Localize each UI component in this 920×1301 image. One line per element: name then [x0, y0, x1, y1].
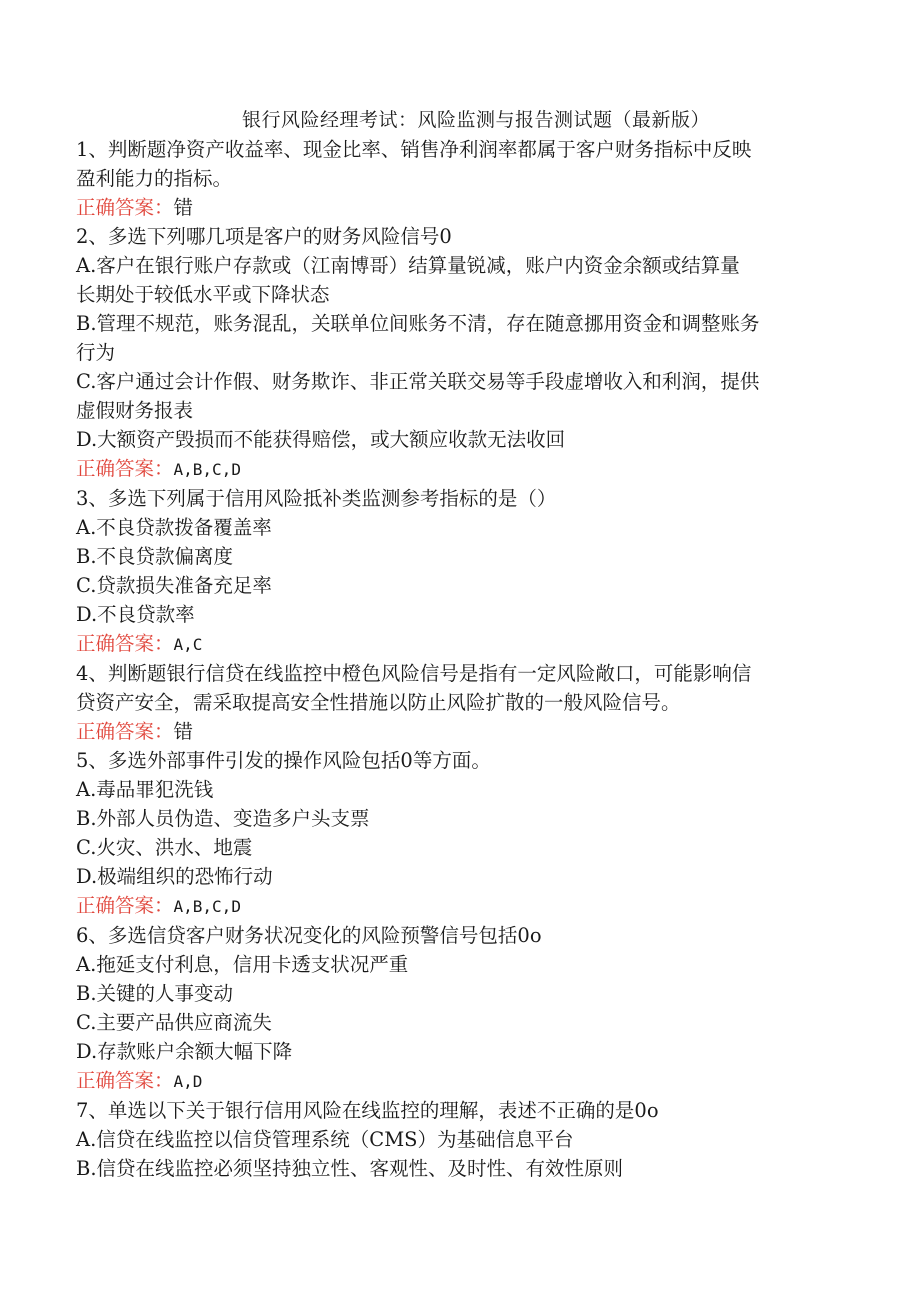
answer-value: 错 — [173, 720, 194, 743]
question-block — [76, 921, 836, 1096]
option-line: D.不良贷款率 — [76, 603, 195, 626]
answer-line — [76, 717, 836, 746]
answer-value: A,C — [173, 635, 203, 654]
option-line: C.客户通过会计作假、财务欺诈、非正常关联交易等手段虚增收入和利润，提供 — [76, 370, 760, 393]
answer-line — [76, 454, 836, 484]
option-line: C.火灾、洪水、地震 — [76, 836, 253, 859]
question-block — [76, 659, 836, 746]
answer-line — [76, 1066, 836, 1096]
answer-label: 正确答案： — [76, 457, 174, 480]
answer-label: 正确答案： — [76, 1069, 174, 1092]
option-line: A.拖延支付利息，信用卡透支状况严重 — [76, 953, 409, 976]
option-line: A.信贷在线监控以信贷管理系统（CMS）为基础信息平台 — [76, 1128, 574, 1151]
question-stem-line: 1、判断题净资产收益率、现金比率、销售净利润率都属于客户财务指标中反映 — [76, 138, 752, 161]
document-page — [76, 106, 836, 1183]
option-line: 长期处于较低水平或下降状态 — [76, 283, 330, 306]
answer-label: 正确答案： — [76, 894, 174, 917]
question-block — [76, 484, 836, 659]
option-line: C.贷款损失准备充足率 — [76, 574, 272, 597]
answer-label: 正确答案： — [76, 720, 174, 743]
option-line: B.不良贷款偏离度 — [76, 545, 234, 568]
answer-line — [76, 629, 836, 659]
question-block — [76, 1096, 836, 1183]
question-block — [76, 746, 836, 921]
question-stem-line: 7、单选以下关于银行信用风险在线监控的理解，表述不正确的是0o — [76, 1099, 659, 1122]
question-stem-line: 2、多选下列哪几项是客户的财务风险信号0 — [76, 225, 452, 248]
answer-value: A,D — [173, 1072, 203, 1091]
question-stem-line: 盈利能力的指标。 — [76, 167, 233, 190]
option-line: 行为 — [76, 341, 116, 364]
question-block — [76, 135, 836, 222]
option-line: 虚假财务报表 — [76, 399, 194, 422]
answer-line — [76, 193, 836, 222]
answer-label: 正确答案： — [76, 632, 174, 655]
option-line: B.外部人员伪造、变造多户头支票 — [76, 807, 370, 830]
option-line: B.管理不规范，账务混乱，关联单位间账务不清，存在随意挪用资金和调整账务 — [76, 312, 760, 335]
option-line: B.信贷在线监控必须坚持独立性、客观性、及时性、有效性原则 — [76, 1157, 624, 1180]
option-line: A.客户在银行账户存款或（江南博哥）结算量锐减，账户内资金余额或结算量 — [76, 254, 740, 277]
option-line: A.不良贷款拨备覆盖率 — [76, 516, 272, 539]
option-line: A.毒品罪犯洗钱 — [76, 778, 214, 801]
option-line: B.关键的人事变动 — [76, 982, 234, 1005]
question-stem-line: 3、多选下列属于信用风险抵补类监测参考指标的是（） — [76, 487, 557, 510]
document-title: 银行风险经理考试：风险监测与报告测试题（最新版） — [241, 109, 710, 131]
question-stem-line: 贷资产安全，需采取提高安全性措施以防止风险扩散的一般风险信号。 — [76, 691, 681, 714]
answer-label: 正确答案： — [76, 196, 174, 219]
option-line: D.大额资产毁损而不能获得赔偿，或大额应收款无法收回 — [76, 428, 566, 451]
answer-value: A,B,C,D — [173, 460, 241, 479]
answer-value: 错 — [173, 196, 194, 219]
question-list — [76, 135, 836, 1183]
option-line: C.主要产品供应商流失 — [76, 1011, 272, 1034]
answer-line — [76, 891, 836, 921]
question-stem-line: 5、多选外部事件引发的操作风险包括0等方面。 — [76, 749, 491, 772]
option-line: D.存款账户余额大幅下降 — [76, 1040, 293, 1063]
question-stem-line: 6、多选信贷客户财务状况变化的风险预警信号包括0o — [76, 924, 542, 947]
question-block — [76, 222, 836, 484]
question-stem-line: 4、判断题银行信贷在线监控中橙色风险信号是指有一定风险敞口，可能影响信 — [76, 662, 752, 685]
option-line: D.极端组织的恐怖行动 — [76, 865, 273, 888]
answer-value: A,B,C,D — [173, 897, 241, 916]
